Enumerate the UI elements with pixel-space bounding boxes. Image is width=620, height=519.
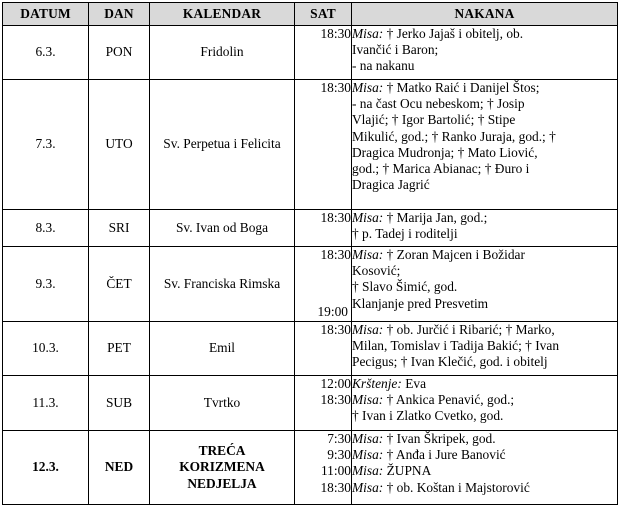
table-row bbox=[3, 376, 618, 431]
intention-line: Mikulić, god.; † Ranko Juraja, god.; † bbox=[352, 128, 556, 144]
table-row bbox=[3, 247, 618, 322]
intention-text: † Marija Jan, god.; bbox=[383, 210, 488, 225]
intention-text: Eva bbox=[401, 376, 427, 391]
intention-line bbox=[352, 431, 617, 447]
intention-line: † Slavo Šimić, god. bbox=[352, 279, 458, 295]
intention-text: † Anđa i Jure Banović bbox=[383, 447, 506, 463]
intention-text: † Zoran Majcen i Božidar bbox=[383, 247, 525, 262]
time-cell bbox=[295, 210, 352, 247]
calendar-text: Tvrtko bbox=[203, 394, 241, 410]
calendar-text: Sv. Franciska Rimska bbox=[163, 275, 281, 291]
intention-line: god.; † Marica Abianac; † Đuro i bbox=[352, 161, 530, 177]
time-value: 11:00 bbox=[320, 463, 351, 479]
calendar-cell bbox=[150, 210, 295, 247]
intention-text: † Jerko Jajaš i obitelj, ob. bbox=[383, 26, 524, 41]
intention-line: † p. Tadej i roditelji bbox=[352, 226, 458, 242]
intention-label: Misa: bbox=[352, 247, 384, 262]
time-value: 18:30 bbox=[320, 80, 351, 95]
time-cell bbox=[295, 322, 352, 376]
intention-text: † Ankica Penavić, god.; bbox=[383, 392, 515, 408]
intention-line: - na nakanu bbox=[352, 58, 415, 74]
intention-line bbox=[352, 247, 617, 263]
intention-label: Misa: bbox=[352, 431, 384, 446]
intention-cell bbox=[352, 247, 618, 322]
intention-line: † Ivan i Zlatko Cvetko, god. bbox=[352, 408, 504, 424]
calendar-cell bbox=[150, 80, 295, 210]
time-value: 7:30 bbox=[327, 431, 351, 446]
header-kalendar: KALENDAR bbox=[150, 3, 295, 26]
intention-line bbox=[352, 463, 617, 479]
intention-label: Misa: bbox=[352, 210, 384, 225]
intention-text: † ob. Koštan i Majstorović bbox=[383, 479, 530, 495]
table-row bbox=[3, 322, 618, 376]
intention-text: † Matko Raić i Danijel Štos; bbox=[383, 80, 540, 95]
calendar-cell bbox=[150, 247, 295, 322]
intention-line bbox=[352, 322, 617, 338]
intention-line: Vlajić; † Igor Bartolić; † Stipe bbox=[352, 112, 516, 128]
time-value: 18:30 bbox=[320, 26, 351, 41]
date-cell: 11.3. bbox=[3, 376, 89, 431]
day-cell: SUB bbox=[89, 376, 150, 431]
day-cell: UTO bbox=[89, 80, 150, 210]
header-nakana: NAKANA bbox=[352, 3, 618, 26]
intention-line bbox=[352, 26, 617, 42]
header-datum: DATUM bbox=[3, 3, 89, 26]
intention-label: Misa: bbox=[352, 463, 384, 479]
table-row bbox=[3, 431, 618, 505]
calendar-text: Emil bbox=[208, 340, 236, 356]
date-cell: 12.3. bbox=[3, 431, 89, 505]
table-row bbox=[3, 26, 618, 80]
intention-text: † ob. Jurčić i Ribarić; † Marko, bbox=[383, 322, 555, 337]
intention-line bbox=[352, 447, 617, 463]
day-cell: SRI bbox=[89, 210, 150, 247]
intention-line: - na čast Ocu nebeskom; † Josip bbox=[352, 96, 525, 112]
time-cell bbox=[295, 26, 352, 80]
intention-line: Klanjanje pred Presvetim bbox=[352, 295, 489, 311]
table-row bbox=[3, 210, 618, 247]
intention-line bbox=[352, 80, 617, 96]
intention-label: Misa: bbox=[352, 322, 384, 337]
calendar-text: TREĆA KORIZMENA NEDJELJA bbox=[179, 443, 265, 491]
intention-line bbox=[352, 210, 617, 226]
intention-text: ŽUPNA bbox=[383, 463, 432, 479]
calendar-cell bbox=[150, 431, 295, 505]
table-row bbox=[3, 80, 618, 210]
time-cell bbox=[295, 247, 352, 322]
day-cell: ČET bbox=[89, 247, 150, 322]
time-cell bbox=[295, 80, 352, 210]
date-cell: 7.3. bbox=[3, 80, 89, 210]
intention-label: Misa: bbox=[352, 26, 384, 41]
intention-label: Misa: bbox=[352, 80, 384, 95]
time-value: 12:00 bbox=[320, 376, 351, 391]
time-value: 18:30 bbox=[320, 247, 351, 262]
intention-label: Misa: bbox=[352, 479, 384, 495]
intention-cell bbox=[352, 80, 618, 210]
intention-line: Dragica Mudronja; † Mato Liović, bbox=[352, 144, 538, 160]
day-cell: NED bbox=[89, 431, 150, 505]
calendar-text: Sv. Ivan od Boga bbox=[175, 219, 269, 235]
header-dan: DAN bbox=[89, 3, 150, 26]
date-cell: 6.3. bbox=[3, 26, 89, 80]
date-cell: 9.3. bbox=[3, 247, 89, 322]
intention-cell bbox=[352, 322, 618, 376]
calendar-text: Sv. Perpetua i Felicita bbox=[163, 136, 281, 152]
intention-line bbox=[352, 376, 617, 392]
intention-text: † Ivan Škripek, god. bbox=[383, 431, 496, 446]
time-value: 9:30 bbox=[327, 447, 351, 463]
time-value: 18:30 bbox=[320, 392, 351, 408]
intention-cell bbox=[352, 376, 618, 431]
intention-cell bbox=[352, 210, 618, 247]
intention-line: Milan, Tomislav i Tadija Bakić; † Ivan bbox=[352, 338, 560, 354]
date-cell: 8.3. bbox=[3, 210, 89, 247]
time-cell bbox=[295, 431, 352, 505]
intention-line: Ivančić i Baron; bbox=[352, 42, 439, 58]
day-cell: PET bbox=[89, 322, 150, 376]
time-value: 18:30 bbox=[320, 479, 351, 495]
intention-label: Krštenje: bbox=[352, 376, 402, 391]
calendar-cell bbox=[150, 26, 295, 80]
intention-label: Misa: bbox=[352, 392, 384, 408]
time-value: 18:30 bbox=[320, 210, 351, 225]
header-row bbox=[3, 3, 618, 26]
header-sat: SAT bbox=[295, 3, 352, 26]
intention-line: Dragica Jagrić bbox=[352, 177, 430, 193]
mass-schedule-table bbox=[2, 2, 618, 505]
intention-cell bbox=[352, 26, 618, 80]
intention-label: Misa: bbox=[352, 447, 384, 463]
calendar-cell bbox=[150, 376, 295, 431]
day-cell: PON bbox=[89, 26, 150, 80]
intention-line: Pecigus; † Ivan Klečić, god. i obitelj bbox=[352, 354, 548, 370]
intention-line bbox=[352, 392, 617, 408]
calendar-text: Fridolin bbox=[200, 44, 244, 60]
intention-line bbox=[352, 480, 617, 496]
time-value: 19:00 bbox=[317, 303, 348, 319]
time-cell bbox=[295, 376, 352, 431]
intention-line: Kosović; bbox=[352, 263, 401, 279]
calendar-cell bbox=[150, 322, 295, 376]
date-cell: 10.3. bbox=[3, 322, 89, 376]
time-value: 18:30 bbox=[320, 322, 351, 337]
intention-cell bbox=[352, 431, 618, 505]
